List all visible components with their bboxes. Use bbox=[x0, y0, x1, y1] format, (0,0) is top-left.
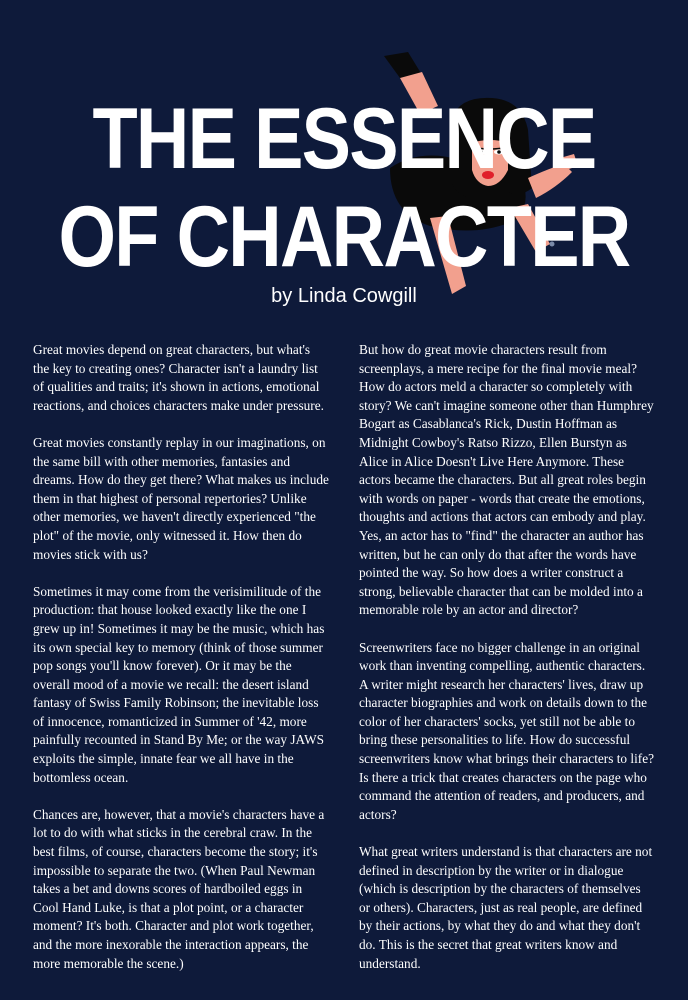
paragraph: Chances are, however, that a movie's characters have a lot to do with what sticks in the cerebral craw. In the best films, of course, characters become the story; it's impossible to separate the two. (When Paul Newman takes a bet and downs scores of hardboiled eggs in Cool Hand Luke, is that a plot point, or a character moment? It's both. Character and plot work together, and the more inexorable the interaction appears, the more memorable the scene.) bbox=[33, 806, 325, 971]
paragraph: What great writers understand is that characters are not defined in description by the writer or in dialogue (which is description by the characters of themselves or others). Characters, just as real people, are defined by their actions, by what they do and what they don't do. This is the secret that great writers know and understand. bbox=[359, 844, 653, 971]
article-byline: by Linda Cowgill bbox=[271, 285, 417, 307]
paragraph: Great movies depend on great characters, but what's the key to creating ones? Character isn't a laundry list of qualities and traits; it's shown in actions, emotional reactions, and choices characters make under pressure. bbox=[33, 342, 324, 413]
article-column-right bbox=[359, 341, 655, 992]
paragraph: Great movies constantly replay in our imaginations, on the same bill with other memories, fantasies and dreams. How do they get there? What makes us include them in that highest of personal repertories? Unlike other memories, we haven't directly experienced "the plot" of the movie, only witnessed it. How then do movies stick with us? bbox=[33, 434, 329, 562]
paragraph: Screenwriters face no bigger challenge in an original work than inventing compelling, authentic characters. A writer might research her characters' lives, draw up character biographies and work on details down to the color of her characters' socks, yet still not be able to bring these personalities to life. How do successful screenwriters know what brings their characters to life? Is there a trick that creates characters on the page who command the attention of readers, and producers, and actors? bbox=[359, 639, 654, 822]
article-column-left bbox=[33, 341, 329, 992]
article-title-line2: OF CHARACTER bbox=[58, 189, 630, 285]
article-title-line1: THE ESSENCE bbox=[92, 91, 596, 187]
paragraph: Sometimes it may come from the verisimilitude of the production: that house looked exactly like the one I grew up in! Sometimes it may be the music, which has its own special key to memory (think of those summer pop songs you'll know forever). Or it may be the overall mood of a movie we recall: the desert island fantasy of Swiss Family Robinson; the inevitable loss of innocence, romanticized in Summer of '42, more painfully recounted in Stand By Me; or the way JAWS exploits the simple, innate fear we all have in the bottomless ocean. bbox=[33, 583, 325, 785]
paragraph: But how do great movie characters result from screenplays, a mere recipe for the final movie meal? How do actors meld a character so completely with story? We can't imagine someone other than Humphrey Bogart as Casablanca's Rick, Dustin Hoffman as Midnight Cowboy's Ratso Rizzo, Ellen Burstyn as Alice in Alice Doesn't Live Here Anymore. These actors became the characters. But all great roles begin with words on paper - words that create the emotions, thoughts and actions that actors can embody and play. Yes, an actor has to "find" the character an author has written, but he can only do that after the words have pointed the way. So how does a writer construct a strong, believable character that can be molded into a memorable role by an actor and director? bbox=[359, 342, 654, 618]
